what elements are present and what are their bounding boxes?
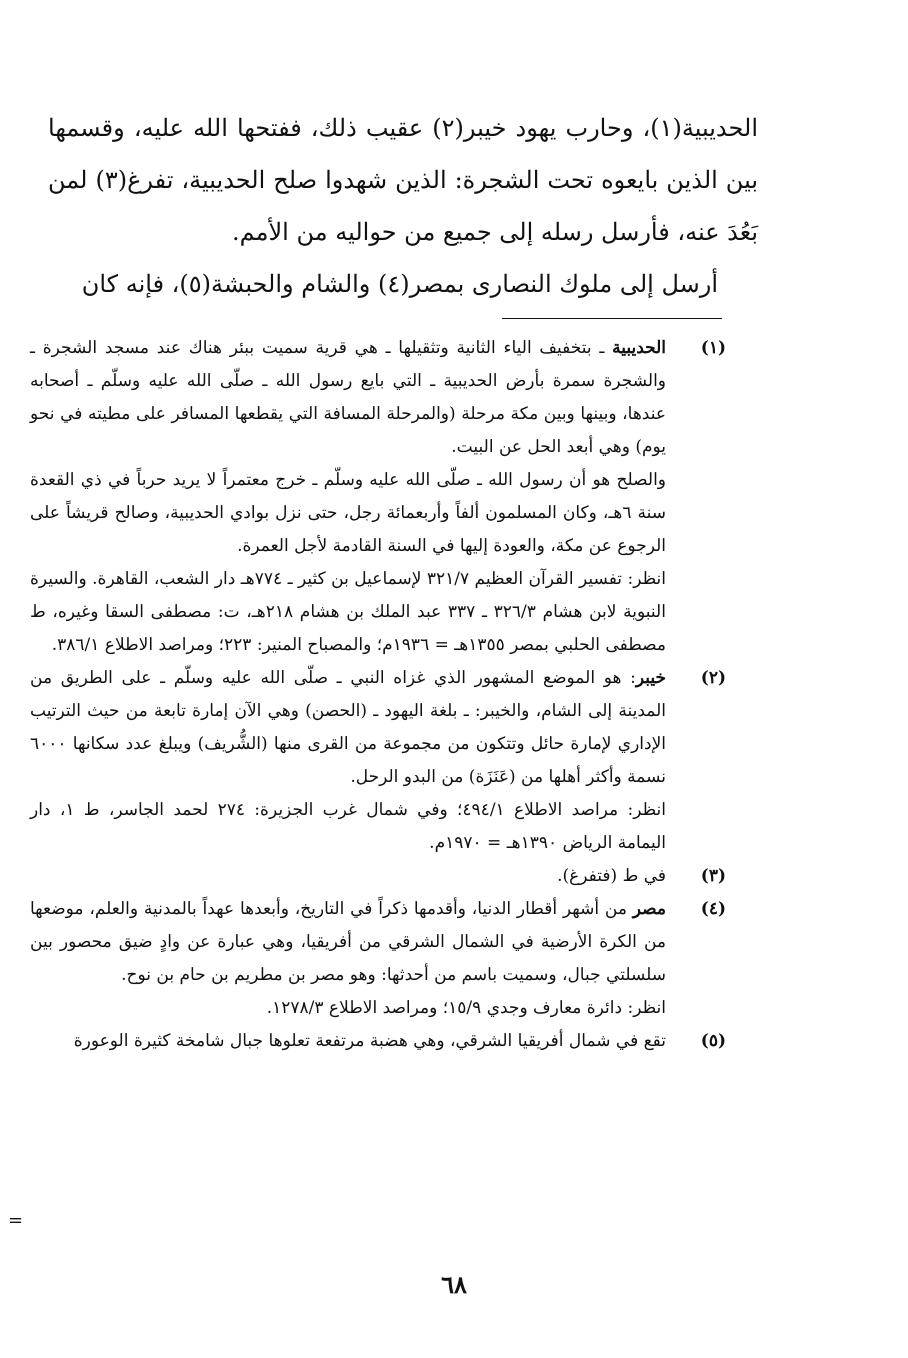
continuation-mark: = bbox=[8, 1210, 24, 1231]
footnote-1 bbox=[30, 332, 726, 662]
footnote-4-paragraph-1 bbox=[30, 893, 666, 992]
footnote-text: ـ بتخفيف الياء الثانية وتثقيلها ـ هي قرية سميت ببئر هناك عند مسجد الشجرة ـ والشجرة سمرة بأرض الحديبية ـ التي بايع رسول الله ـ صلّى الله عليه وسلّم ـ أصحابه عندها، وبينها وبين مكة مرحلة (والمرحلة المسافة التي يقطعها المسافر على مطيته في نحو يوم) وهي أبعد الحل عن البيت. bbox=[30, 338, 666, 457]
footnote-2 bbox=[30, 662, 726, 860]
footnote-text: : هو الموضع المشهور الذي غزاه النبي ـ صلّى الله عليه وسلّم ـ على الطريق من المدينة إلى الشام، والخيبر: ـ بلغة اليهود ـ (الحصن) وهي الآن إمارة تابعة من حيث الترتيب الإداري لإمارة حائل وتتكون من مجموعة من القرى منها (الشُّريف) ويبلغ عدد سكانها ٦٠٠٠ نسمة وأكثر أهلها من (عَنَزَة) من البدو الرحل. bbox=[30, 668, 666, 787]
footnote-number: (٣) bbox=[700, 866, 726, 886]
footnote-3 bbox=[30, 860, 726, 893]
footnote-separator bbox=[502, 318, 722, 319]
footnote-number: (٤) bbox=[700, 899, 726, 919]
main-paragraph-2: أرسل إلى ملوك النصارى بمصر(٤) والشام والحبشة(٥)، فإنه كان bbox=[81, 270, 718, 298]
footnotes bbox=[30, 332, 726, 1058]
footnote-2-paragraph-1 bbox=[30, 662, 666, 794]
footnote-text: من أشهر أقطار الدنيا، وأقدمها ذكراً في التاريخ، وأبعدها عهداً بالمدنية والعلم، موضعها من الكرة الأرضية في الشمال الشرقي من أفريقيا، وهي عبارة عن وادٍ ضيق محصور بين سلسلتي جبال، وسميت باسم من أحدثها: وهو مصر بن مطريم بن حام بن نوح. bbox=[30, 899, 666, 985]
footnote-number: (٢) bbox=[700, 668, 726, 688]
footnote-3-text: في ط (فتفرغ). bbox=[557, 866, 666, 886]
footnote-term: خيبر bbox=[635, 668, 666, 688]
footnote-5 bbox=[30, 1025, 726, 1058]
footnote-term: مصر bbox=[632, 899, 666, 919]
footnote-number: (٥) bbox=[700, 1031, 726, 1051]
footnote-5-text: تقع في شمال أفريقيا الشرقي، وهي هضبة مرتفعة تعلوها جبال شامخة كثيرة الوعورة bbox=[73, 1031, 666, 1051]
main-text bbox=[48, 102, 758, 310]
footnote-number: (١) bbox=[700, 338, 726, 358]
footnote-term: الحديبية bbox=[612, 338, 667, 358]
footnote-4-reference: انظر: دائرة معارف وجدي ١٥/٩؛ ومراصد الاطلاع ١٢٧٨/٣. bbox=[266, 998, 666, 1018]
footnote-1-paragraph-2: والصلح هو أن رسول الله ـ صلّى الله عليه وسلّم ـ خرج معتمراً لا يريد حرباً في ذي القعدة سنة ٦هـ، وكان المسلمون ألفاً وأربعمائة رجل، حتى نزل بوادي الحديبية، وصالح قريشاً على الرجوع عن مكة، والعودة إليها في السنة القادمة لأجل العمرة. bbox=[30, 470, 666, 556]
footnote-1-reference: انظر: تفسير القرآن العظيم ٣٢١/٧ لإسماعيل بن كثير ـ ٧٧٤هـ دار الشعب، القاهرة. والسيرة النبوية لابن هشام ٣٢٦/٣ ـ ٣٣٧ عبد الملك بن هشام ٢١٨هـ، ت: مصطفى السقا وغيره، ط مصطفى الحلبي بمصر ١٣٥٥هـ = ١٩٣٦م؛ والمصباح المنير: ٢٢٣؛ ومراصد الاطلاع ٣٨٦/١. bbox=[30, 569, 666, 655]
footnote-4 bbox=[30, 893, 726, 1025]
page-number: ٦٨ bbox=[441, 1270, 467, 1299]
main-paragraph-1: الحديبية(١)، وحارب يهود خيبر(٢) عقيب ذلك، ففتحها الله عليه، وقسمها بين الذين بايعوه تحت الشجرة: الذين شهدوا صلح الحديبية، تفرغ(٣) لمن بَعُدَ عنه، فأرسل رسله إلى جميع من حواليه من الأمم. bbox=[48, 114, 758, 246]
footnote-2-reference: انظر: مراصد الاطلاع ٤٩٤/١؛ وفي شمال غرب الجزيرة: ٢٧٤ لحمد الجاسر، ط ١، دار اليمامة الرياض ١٣٩٠هـ = ١٩٧٠م. bbox=[30, 800, 666, 853]
footnote-1-paragraph-1 bbox=[30, 332, 666, 464]
